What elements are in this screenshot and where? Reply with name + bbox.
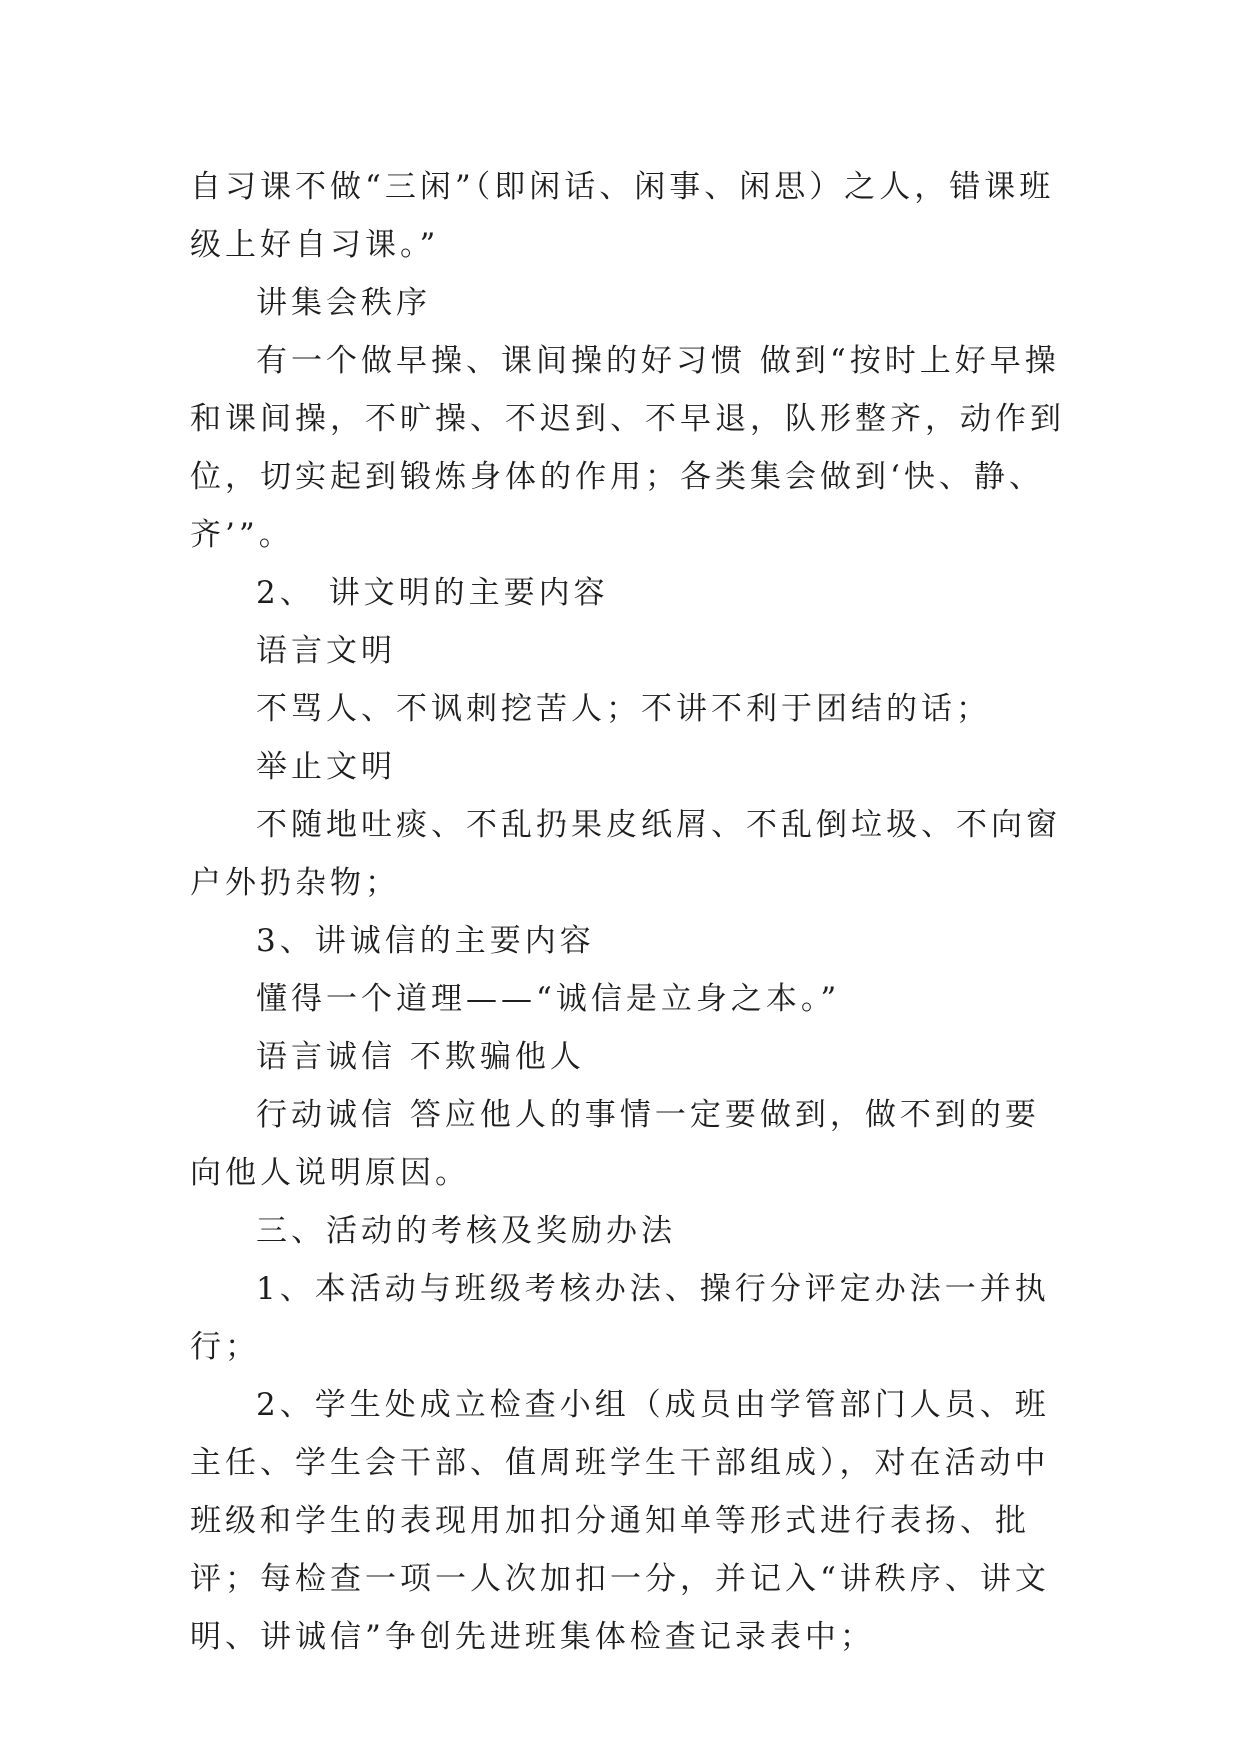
heading-language-civility: 语言文明 [256, 633, 396, 669]
paragraph-self-study: 自习课不做“三闲”（即闲话、闲事、闲思）之人，错课班级上好自习课。” [190, 169, 1055, 263]
paragraph-assessment-1: 1、本活动与班级考核办法、操行分评定办法一并执行； [190, 1271, 1050, 1365]
heading-civility-content: 2、 讲文明的主要内容 [256, 575, 609, 611]
paragraph-behavior-civility: 不随地吐痰、不乱扔果皮纸屑、不乱倒垃圾、不向窗户外扔杂物； [190, 807, 1061, 901]
paragraph-integrity-principle: 懂得一个道理——“诚信是立身之本。” [256, 981, 841, 1017]
heading-assembly-order: 讲集会秩序 [256, 285, 431, 321]
document-body [190, 158, 1070, 1666]
paragraph-language-civility: 不骂人、不讽刺挖苦人；不讲不利于团结的话； [256, 691, 991, 727]
paragraph-action-integrity: 行动诚信 答应他人的事情一定要做到，做不到的要向他人说明原因。 [190, 1097, 1040, 1191]
paragraph-language-integrity: 语言诚信 不欺骗他人 [256, 1039, 585, 1075]
heading-integrity-content: 3、讲诚信的主要内容 [256, 923, 595, 959]
heading-assessment-rewards: 三、活动的考核及奖励办法 [256, 1213, 676, 1249]
paragraph-morning-exercise: 有一个做早操、课间操的好习惯 做到“按时上好早操和课间操，不旷操、不迟到、不早退，队形整齐，动作到位，切实起到锻炼身体的作用；各类集会做到‘快、静、齐’”。 [190, 343, 1065, 553]
paragraph-assessment-2: 2、学生处成立检查小组（成员由学管部门人员、班主任、学生会干部、值周班学生干部组成），对在活动中班级和学生的表现用加扣分通知单等形式进行表扬、批评；每检查一项一人次加扣一分，并记入“讲秩序、讲文明、讲诚信”争创先进班集体检查记录表中； [190, 1387, 1050, 1655]
heading-behavior-civility: 举止文明 [256, 749, 396, 785]
